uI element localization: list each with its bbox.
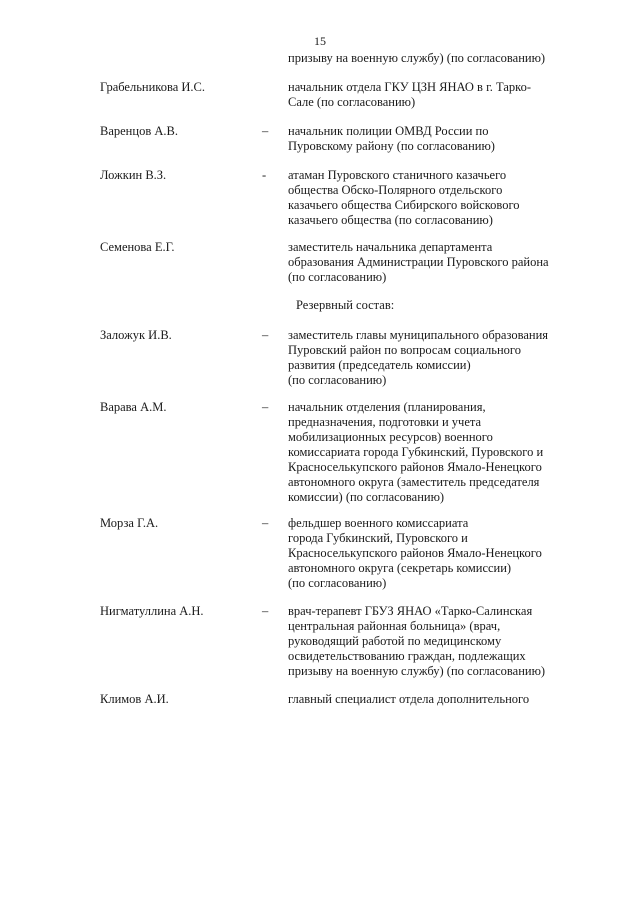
role-line: Красноселькупского районов Ямало-Ненецкого	[288, 460, 542, 474]
member-dash: -	[262, 168, 267, 182]
member-role	[288, 516, 610, 591]
role-line: автономного округа (секретарь комиссии)	[288, 561, 512, 575]
member-name: Варенцов А.В.	[100, 124, 178, 138]
role-line: заместитель начальника департамента	[288, 240, 493, 254]
continuation-text: призыву на военную службу) (по согласованию)	[288, 51, 546, 65]
role-line: Сале (по согласованию)	[288, 95, 416, 109]
member-role	[288, 328, 610, 388]
role-line: начальник отделения (планирования,	[288, 400, 486, 414]
role-line: атаман Пуровского станичного казачьего	[288, 168, 507, 182]
role-line: общества Обско-Полярного отдельского	[288, 183, 503, 197]
role-line: предназначения, подготовки и учета	[288, 415, 482, 429]
role-line: (по согласованию)	[288, 270, 387, 284]
member-name: Варава А.М.	[100, 400, 167, 414]
role-line: мобилизационных ресурсов) военного	[288, 430, 493, 444]
role-line: центральная районная больница» (врач,	[288, 619, 501, 633]
role-line: руководящий работой по медицинскому	[288, 634, 502, 648]
role-line: казачьего общества Сибирского войскового	[288, 198, 520, 212]
member-name: Климов А.И.	[100, 692, 169, 706]
reserve-heading: Резервный состав:	[296, 298, 395, 312]
role-line: Пуровский район по вопросам социального	[288, 343, 521, 357]
member-name: Морза Г.А.	[100, 516, 159, 530]
role-line: Красноселькупского районов Ямало-Ненецкого	[288, 546, 542, 560]
member-role	[288, 604, 610, 679]
role-line: Пуровскому району (по согласованию)	[288, 139, 495, 153]
member-role	[288, 240, 610, 285]
member-name: Семенова Е.Г.	[100, 240, 175, 254]
role-line: комиссариата города Губкинский, Пуровского и	[288, 445, 544, 459]
member-dash: –	[262, 124, 269, 138]
member-name: Нигматуллина А.Н.	[100, 604, 204, 618]
member-dash: –	[262, 328, 269, 342]
member-role	[288, 80, 610, 110]
role-line: комиссии) (по согласованию)	[288, 490, 445, 504]
member-name: Ложкин В.З.	[100, 168, 167, 182]
role-line: казачьего общества (по согласованию)	[288, 213, 493, 227]
role-line: врач-терапевт ГБУЗ ЯНАО «Тарко-Салинская	[288, 604, 533, 618]
role-line: города Губкинский, Пуровского и	[288, 531, 468, 545]
role-line: начальник отдела ГКУ ЦЗН ЯНАО в г. Тарко-	[288, 80, 532, 94]
member-role	[288, 692, 610, 707]
role-line: (по согласованию)	[288, 576, 387, 590]
role-line: призыву на военную службу) (по согласованию)	[288, 664, 546, 678]
member-role	[288, 124, 610, 154]
role-line: образования Администрации Пуровского района	[288, 255, 549, 269]
member-dash: –	[262, 604, 269, 618]
member-dash: –	[262, 400, 269, 414]
member-role	[288, 168, 610, 228]
member-role	[288, 400, 610, 505]
role-line: (по согласованию)	[288, 373, 387, 387]
member-dash: –	[262, 516, 269, 530]
member-name: Заложук И.В.	[100, 328, 172, 342]
role-line: начальник полиции ОМВД России по	[288, 124, 489, 138]
role-line: развития (председатель комиссии)	[288, 358, 471, 372]
role-line: освидетельствованию граждан, подлежащих	[288, 649, 526, 663]
role-line: фельдшер военного комиссариата	[288, 516, 469, 530]
page-number: 15	[314, 34, 326, 48]
member-name: Грабельникова И.С.	[100, 80, 206, 94]
role-line: автономного округа (заместитель председателя	[288, 475, 540, 489]
role-line: главный специалист отдела дополнительного	[288, 692, 530, 706]
role-line: заместитель главы муниципального образования	[288, 328, 549, 342]
